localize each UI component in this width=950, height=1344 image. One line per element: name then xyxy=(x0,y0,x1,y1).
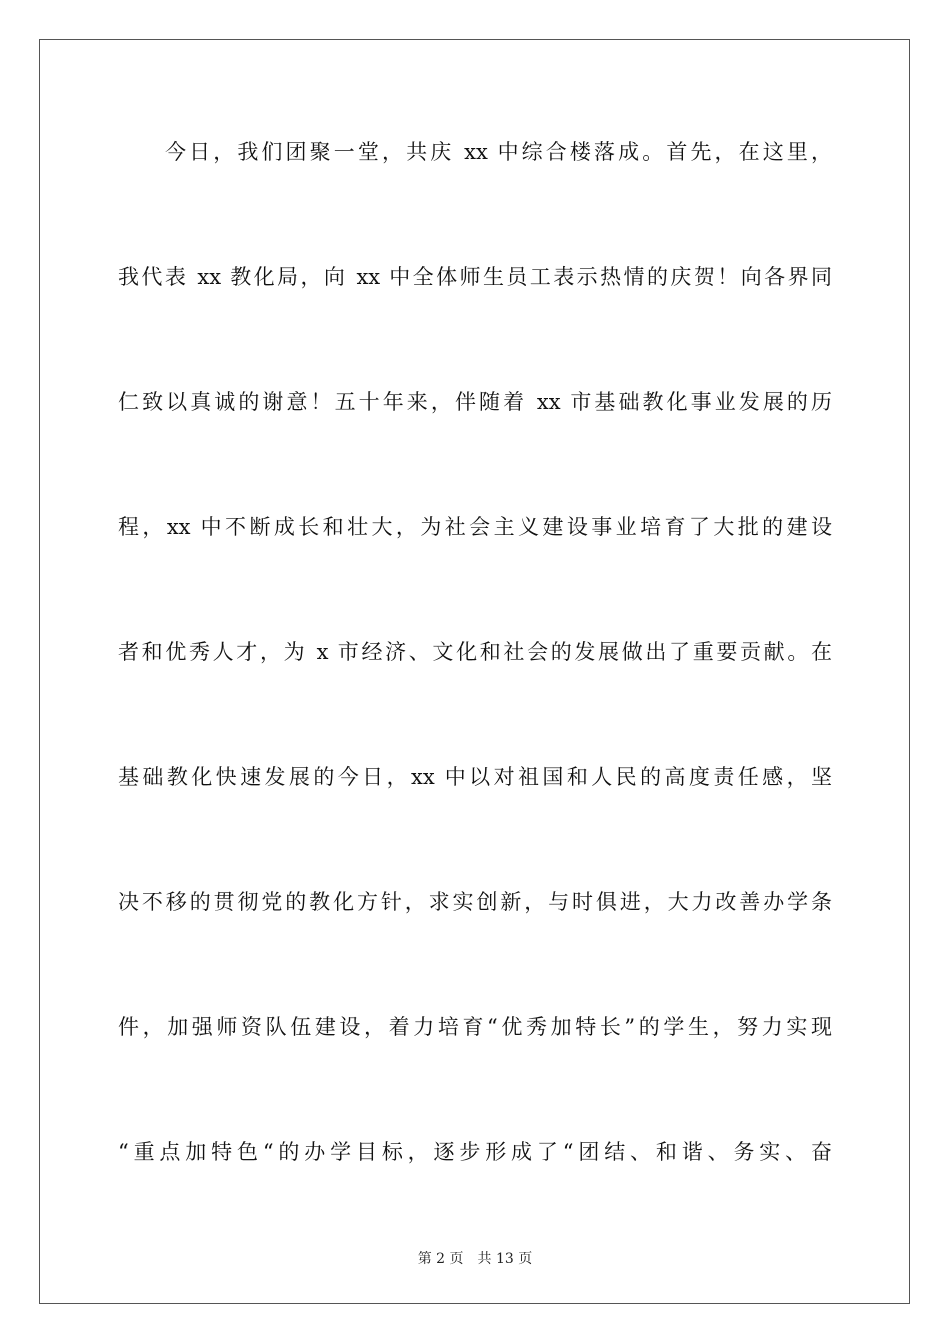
paragraph-line: 我代表 xx 教化局，向 xx 中全体师生员工表示热情的庆贺！向各界同 xyxy=(118,265,832,289)
paragraph-line: 仁致以真诚的谢意！五十年来，伴随着 xx 市基础教化事业发展的历 xyxy=(118,390,832,414)
paragraph-line: 决不移的贯彻党的教化方针，求实创新，与时俱进，大力改善办学条 xyxy=(118,890,832,914)
paragraph-line: “重点加特色“的办学目标，逐步形成了“团结、和谐、务实、奋 xyxy=(118,1140,832,1164)
paragraph-line: 基础教化快速发展的今日，xx 中以对祖国和人民的高度责任感，坚 xyxy=(118,765,832,789)
paragraph-line: 程，xx 中不断成长和壮大，为社会主义建设事业培育了大批的建设 xyxy=(118,515,832,539)
paragraph-line: 件，加强师资队伍建设，着力培育“优秀加特长”的学生，努力实现 xyxy=(118,1015,832,1039)
page-border xyxy=(39,39,910,1304)
paragraph-line: 今日，我们团聚一堂，共庆 xx 中综合楼落成。首先，在这里， xyxy=(165,140,832,164)
page-number-footer: 第 2 页 共 13 页 xyxy=(417,1251,533,1267)
paragraph-line: 者和优秀人才，为 x 市经济、文化和社会的发展做出了重要贡献。在 xyxy=(118,640,832,664)
